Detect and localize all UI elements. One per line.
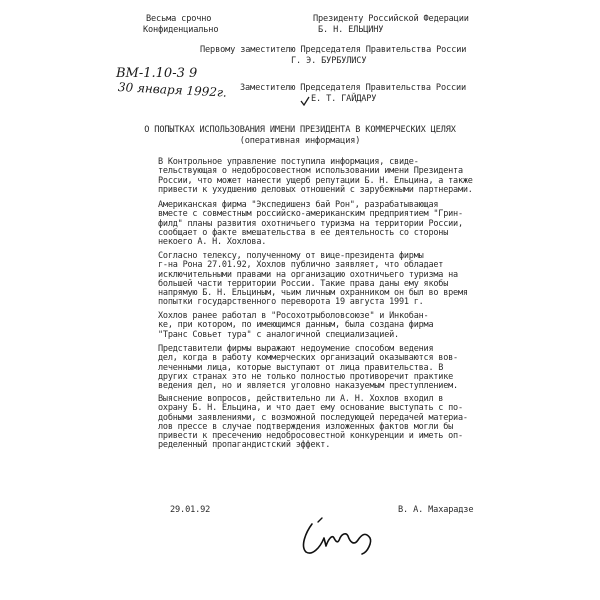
paragraph-4 — [158, 312, 488, 340]
document-subtitle: (оперативная информация) — [239, 136, 361, 146]
paragraph-1 — [158, 158, 488, 195]
addressee-first-deputy: Первому заместителю Председателя Правительства России — [200, 45, 467, 55]
text-line: г-на Рона 27.01.92, Хохлов публично заявляет, что обладает — [158, 260, 444, 271]
signature-mark — [298, 516, 376, 558]
text-line: России, что может нанести ущерб репутации Б. Н. Ельцина, а также — [158, 175, 473, 186]
footer-date: 29.01.92 — [170, 505, 211, 515]
text-line: Хохлов ранее работал в "Росохотрыболовсоюзе" и Инкобан- — [158, 311, 429, 321]
text-line: попытки государственного переворота 19 августа 1991 г. — [158, 297, 424, 308]
text-line: напрямую Б. Н. Ельциным, чьим личным охранником он был во время — [158, 288, 468, 299]
text-line: привести к ухудшению деловых отношений с зарубежными партнерами. — [158, 184, 473, 195]
text-line: привести к пресечению недобросовестной конкуренции и иметь оп- — [158, 431, 463, 442]
text-line: Согласно телексу, полученному от вице-президента фирмы — [158, 251, 424, 261]
addressee-deputy: Заместителю Председателя Правительства России — [240, 83, 467, 93]
handwritten-registration-date: 30 января 1992г. — [117, 80, 228, 100]
paragraph-2 — [158, 201, 488, 247]
text-line: леченными лица, которые выступают от лица правительства. В — [158, 362, 444, 373]
addressee-president-name: Б. Н. ЕЛЬЦИНУ — [318, 25, 384, 35]
text-line: тельствующая о недобросовестном использовании имени Президента — [158, 166, 463, 177]
text-line: ке, при котором, по имеющимся данным, была создана фирма — [158, 320, 434, 331]
addressee-president-title: Президенту Российской Федерации — [313, 14, 469, 24]
paragraph-3 — [158, 252, 488, 308]
checkmark-icon — [300, 96, 310, 106]
text-line: филд" планы развития охотничьего туризма на территории России, — [158, 218, 463, 229]
text-line: Представители фирмы выражают недоумение способом ведения — [158, 344, 434, 354]
text-line: Американская фирма "Экспедишенз бай Рон", разрабатывающая — [158, 200, 439, 210]
text-line: В Контрольное управление поступила информация, свиде- — [158, 157, 419, 167]
text-line: сообщает о факте вмешательства в ее деятельность со стороны — [158, 227, 449, 238]
marking-urgent: Весьма срочно — [146, 14, 212, 24]
footer-author: В. А. Махарадзе — [398, 505, 474, 515]
text-line: большей части территории России. Такие права даны ему якобы — [158, 278, 449, 289]
text-line: лов прессе в случае подтверждения изложенных фактов могли бы — [158, 421, 454, 432]
addressee-deputy-name: Е. Т. ГАЙДАРУ — [311, 94, 377, 104]
text-line: добными заявлениями, с возможной последующей передачей материа- — [158, 412, 468, 423]
marking-confidential: Конфиденциально — [143, 25, 219, 35]
paragraph-5 — [158, 345, 488, 391]
text-line: вместе с совместным российско-американским предприятием "Грин- — [158, 209, 463, 220]
text-line: "Транс Совьет тура" с аналогичной специализацией. — [158, 329, 399, 340]
text-line: исключительными правами на организацию охотничьего туризма на — [158, 269, 458, 280]
text-line: других странах это не только полностью противоречит практике — [158, 371, 454, 382]
addressee-first-deputy-name: Г. Э. БУРБУЛИСУ — [291, 56, 367, 66]
text-line: ведения дел, но и является уголовно наказуемым преступлением. — [158, 381, 458, 392]
text-line: Выяснение вопросов, действительно ли А. Н. Хохлов входил в — [158, 394, 444, 404]
handwritten-registration-number: ВМ-1.10-3 9 — [116, 66, 198, 81]
text-line: дел, когда в работу коммерческих организаций оказываются вов- — [158, 353, 458, 364]
document-title: О ПОПЫТКАХ ИСПОЛЬЗОВАНИЯ ИМЕНИ ПРЕЗИДЕНТА В КОММЕРЧЕСКИХ ЦЕЛЯХ — [144, 125, 456, 135]
text-line: ределенный пропагандистский эффект. — [158, 440, 331, 451]
text-line: некоего А. Н. Хохлова. — [158, 237, 267, 248]
paragraph-6 — [158, 395, 488, 451]
text-line: охрану Б. Н. Ельцина, и что дает ему основание выступать с по- — [158, 403, 463, 414]
